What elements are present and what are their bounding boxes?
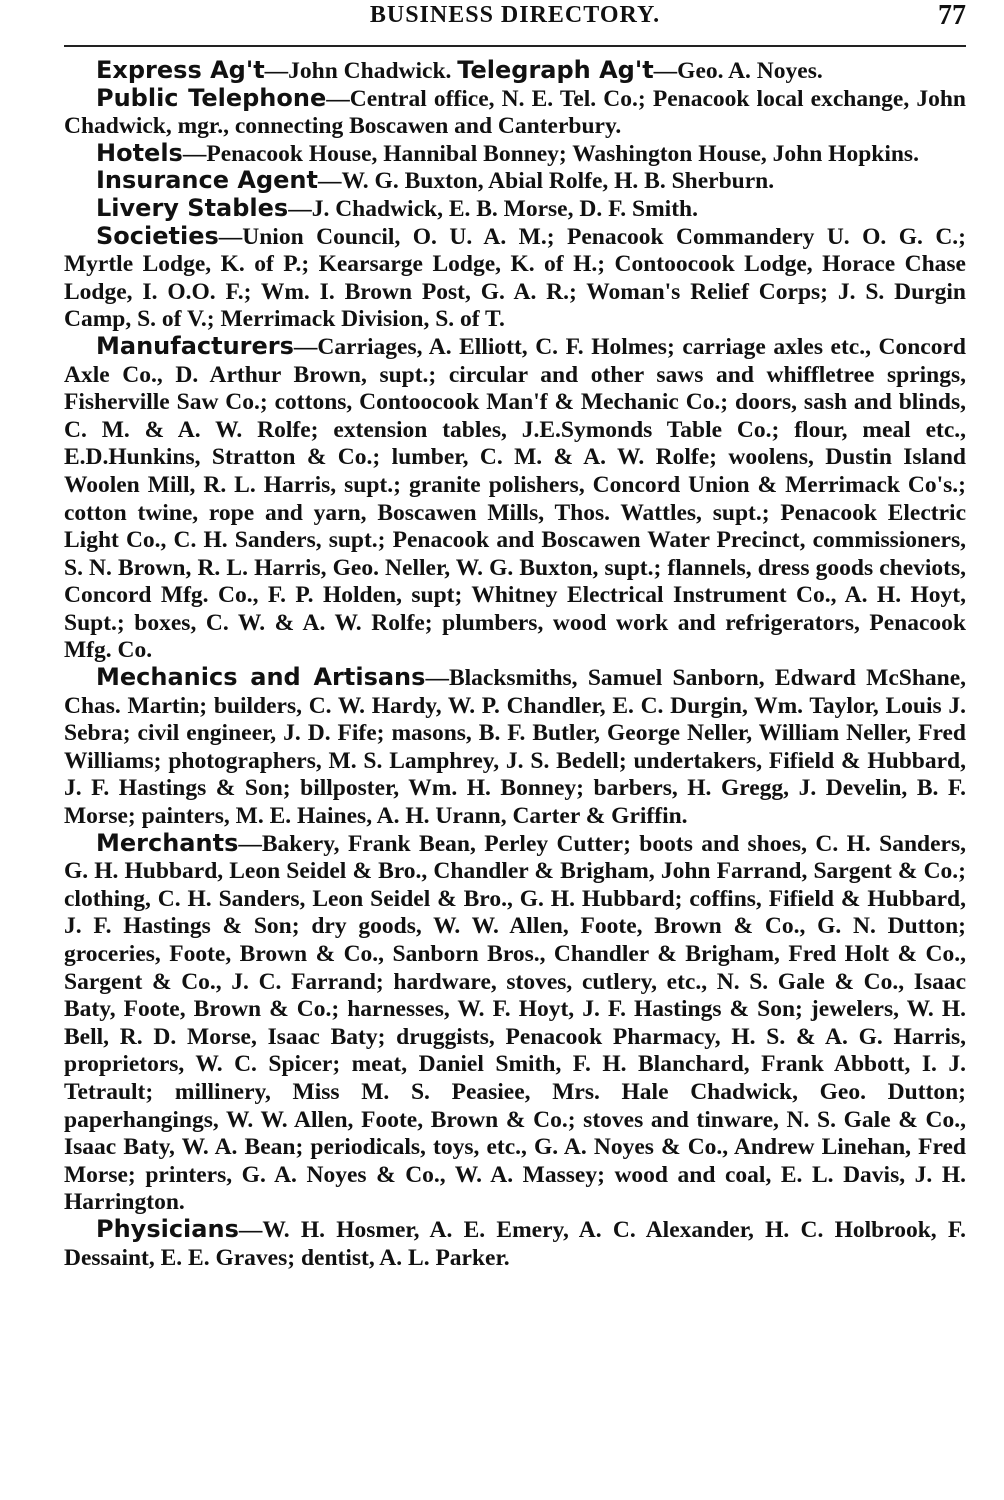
entry-insurance-agent xyxy=(64,167,966,195)
entry-heading: Societies xyxy=(96,221,219,250)
page-header xyxy=(64,0,966,40)
entry-text: —Penacook House, Hannibal Bonney; Washington House, John Hopkins. xyxy=(182,140,919,167)
entry-heading: Insurance Agent xyxy=(96,166,318,195)
entry-manufacturers xyxy=(64,333,966,664)
header-rule xyxy=(64,45,966,47)
entry-mechanics-and-artisans xyxy=(64,664,966,830)
entry-heading: Telegraph Ag't xyxy=(457,56,654,84)
running-title: BUSINESS DIRECTORY. xyxy=(369,2,661,28)
entry-text: —Union Council, O. U. A. M.; Penacook Commandery U. O. G. C.; Myrtle Lodge, K. of P.; Kearsarge Lodge, K. of H.; Contoocook Lodge, Horace Chase Lodge, I. O.O. F.; Wm. I. Brown Post, G. A. R.; Woman's Relief Corps; J. S. Durgin Camp, S. of V.; Merrimack Division, S. of T. xyxy=(64,223,966,333)
entry-heading: Public Telephone xyxy=(96,83,327,112)
entry-heading: Mechanics and Artisans xyxy=(96,663,426,692)
entry-text: —Blacksmiths, Samuel Sanborn, Edward McShane, Chas. Martin; builders, C. W. Hardy, W. P. Chandler, E. C. Durgin, Wm. Taylor, Louis J. Sebra; civil engineer, J. D. Fife; masons, B. F. Butler, George Neller, William Neller, Fred Williams; photographers, M. S. Lamphrey, J. S. Bedell; undertakers, Fifield & Hubbard, J. F. Hastings & Son; billposter, Wm. H. Bonney; barbers, H. Gregg, J. Develin, B. F. Morse; painters, M. E. Haines, A. H. Urann, Carter & Griffin. xyxy=(64,665,967,830)
page-number: 77 xyxy=(938,0,966,31)
entry-heading: Merchants xyxy=(96,828,239,857)
entry-heading: Livery Stables xyxy=(96,193,289,222)
entry-societies xyxy=(64,223,966,333)
entry-text: —Geo. A. Noyes. xyxy=(653,58,823,84)
entry-text: —J. Chadwick, E. B. Morse, D. F. Smith. xyxy=(288,195,698,222)
entry-heading: Manufacturers xyxy=(96,331,294,360)
entry-hotels xyxy=(64,140,966,168)
entry-express-telegraph xyxy=(64,57,966,85)
entry-heading: Express Ag't xyxy=(96,56,265,84)
entry-heading: Hotels xyxy=(96,138,183,167)
entry-physicians xyxy=(64,1216,966,1271)
entry-text: —W. G. Buxton, Abial Rolfe, H. B. Sherburn. xyxy=(317,168,775,195)
entry-text: —W. H. Hosmer, A. E. Emery, A. C. Alexander, H. C. Holbrook, F. Dessaint, E. E. Graves; dentist, A. L. Parker. xyxy=(64,1216,966,1271)
entry-text: —Carriages, A. Elliott, C. F. Holmes; carriage axles etc., Concord Axle Co., D. Arthur Brown, supt.; circular and other saws and whiffletree springs, Fisherville Saw Co.; cottons, Contoocook Man'f & Mechanic Co.; doors, sash and blinds, C. M. & A. W. Rolfe; extension tables, J.E.Symonds Table Co.; flour, meal etc., E.D.Hunkins, Stratton & Co.; lumber, C. M. & A. W. Rolfe; woolens, Dustin Island Woolen Mill, R. L. Harris, supt.; granite polishers, Concord Union & Merrimack Co's.; cotton twine, rope and yarn, Boscawen Mills, Thos. Wattles, supt.; Penacook Electric Light Co., C. H. Sanders, supt.; Penacook and Boscawen Water Precinct, commissioners, S. N. Brown, R. L. Harris, Geo. Neller, W. G. Buxton, supt.; flannels, dress goods cheviots, Concord Mfg. Co., F. P. Holden, supt; Whitney Electrical Instrument Co., A. H. Hoyt, Supt.; boxes, C. W. & A. W. Rolfe; plumbers, wood work and refrigerators, Penacook Mfg. Co. xyxy=(64,333,966,664)
entry-text: —Central office, N. E. Tel. Co.; Penacook local exchange, John Chadwick, mgr., connecting Boscawen and Canterbury. xyxy=(64,85,966,140)
entry-merchants xyxy=(64,830,966,1216)
entry-heading: Physicians xyxy=(96,1214,239,1243)
entry-public-telephone xyxy=(64,85,966,140)
entry-livery-stables xyxy=(64,195,966,223)
directory-content xyxy=(64,57,966,1271)
entry-text: —Bakery, Frank Bean, Perley Cutter; boots and shoes, C. H. Sanders, G. H. Hubbard, Leon Seidel & Bro., Chandler & Brigham, John Farrand, Sargent & Co.; clothing, C. H. Sanders, Leon Seidel & Bro., G. H. Hubbard; coffins, Fifield & Hubbard, J. F. Hastings & Son; dry goods, W. W. Allen, Foote, Brown & Co., G. N. Dutton; groceries, Foote, Brown & Co., Sanborn Bros., Chandler & Brigham, Fred Holt & Co., Sargent & Co., J. C. Farrand; hardware, stoves, cutlery, etc., N. S. Gale & Co., Isaac Baty, Foote, Brown & Co.; harnesses, W. F. Hoyt, J. F. Hastings & Son; jewelers, W. H. Bell, R. D. Morse, Isaac Baty; druggists, Penacook Pharmacy, H. S. & A. G. Harris, proprietors, W. C. Spicer; meat, Daniel Smith, F. H. Blanchard, Frank Abbott, I. J. Tetrault; millinery, Miss M. S. Peasiee, Mrs. Hale Chadwick, Geo. Dutton; paperhangings, W. W. Allen, Foote, Brown & Co.; stoves and tinware, N. S. Gale & Co., Isaac Baty, W. A. Bean; periodicals, toys, etc., G. A. Noyes & Co., Andrew Linehan, Fred Morse; printers, G. A. Noyes & Co., W. A. Massey; wood and coal, E. L. Davis, J. H. Harrington. xyxy=(64,830,966,1216)
entry-text: —John Chadwick. xyxy=(264,58,458,84)
